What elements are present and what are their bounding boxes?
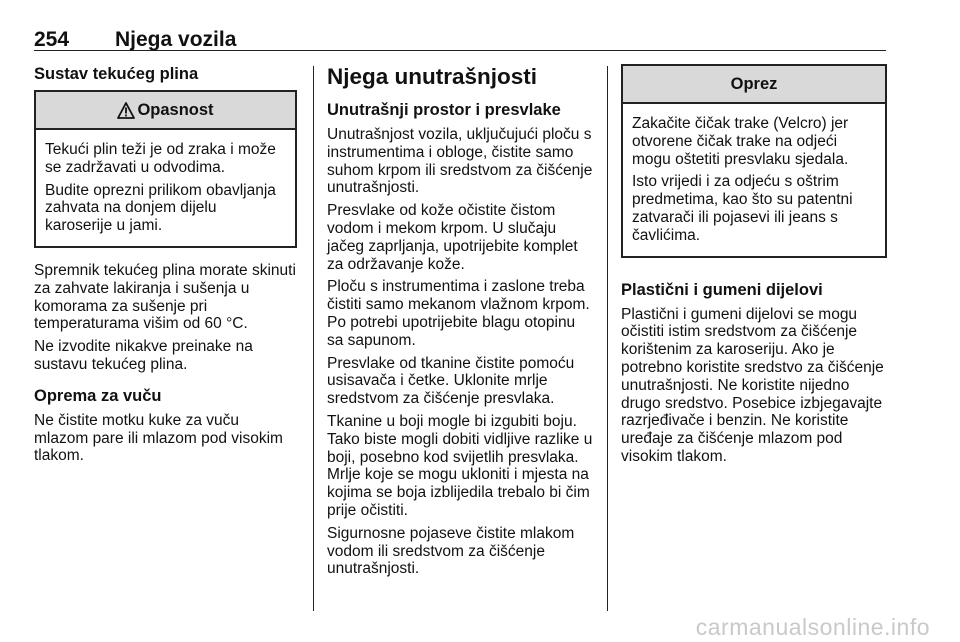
body-paragraph: Tkanine u boji mogle bi izgubiti boju. Tako biste mogli dobiti vidljive razlike u boji, posebno kod svijetlih presvlaka. Mrlje koje se mogu ukloniti i mjesta na kojima se boja izblijedila trebalo bi čim prije očistiti. bbox=[327, 412, 593, 519]
body-paragraph: Ne čistite motku kuke za vuču mlazom pare ili mlazom pod visokim tlakom. bbox=[34, 411, 283, 465]
page-header bbox=[34, 28, 886, 51]
caution-box bbox=[621, 64, 887, 258]
column-divider bbox=[607, 66, 608, 611]
chapter-title: Njega vozila bbox=[115, 28, 237, 51]
column-divider bbox=[313, 66, 314, 611]
section-title-interior-care: Njega unutrašnjosti bbox=[327, 64, 538, 89]
column-2 bbox=[327, 64, 593, 583]
watermark-text: carmanualsonline.info bbox=[695, 614, 930, 640]
danger-paragraph: Budite oprezni prilikom obavljanja zahvata na donjem dijelu karoserije u jami. bbox=[45, 181, 276, 235]
body-paragraph: Unutrašnjost vozila, uključujući ploču s instrumentima i obloge, čistite samo suhom krpom ili sredstvom za čišćenje unutrašnjosti. bbox=[327, 126, 593, 197]
body-paragraph: Ne izvodite nikakve preinake na sustavu tekućeg plina. bbox=[34, 338, 253, 373]
section-heading-plastic-rubber: Plastični i gumeni dijelovi bbox=[621, 280, 823, 299]
danger-box bbox=[34, 90, 297, 248]
page-number: 254 bbox=[34, 28, 70, 51]
body-paragraph: Presvlake od tkanine čistite pomoću usisavača i četke. Uklonite mrlje sredstvom za čišćenje presvlaka. bbox=[327, 354, 575, 408]
danger-box-title: Opasnost bbox=[137, 100, 214, 119]
body-paragraph: Presvlake od kože očistite čistom vodom i mekom krpom. U slučaju jačeg zaprljanja, upotrijebite komplet za održavanje kože. bbox=[327, 202, 578, 273]
section-heading-lpg: Sustav tekućeg plina bbox=[34, 65, 199, 83]
section-heading-towing: Oprema za vuču bbox=[34, 386, 162, 405]
column-3 bbox=[621, 64, 887, 471]
danger-box-header bbox=[36, 92, 295, 130]
subsection-heading-interior: Unutrašnji prostor i presvlake bbox=[327, 101, 561, 119]
caution-box-title: Oprez bbox=[730, 74, 778, 93]
body-paragraph: Ploču s instrumentima i zaslone treba čistiti samo mekanom vlažnom krpom. Po potrebi upotrijebite blagu otopinu sa sapunom. bbox=[327, 278, 590, 349]
caution-paragraph: Isto vrijedi i za odjeću s oštrim predmetima, kao što su patentni zatvarači ili pojasevi ili jeans s čavlićima. bbox=[632, 173, 853, 244]
danger-box-body bbox=[36, 130, 295, 246]
caution-box-body bbox=[623, 104, 885, 256]
danger-paragraph: Tekući plin teži je od zraka i može se zadržavati u odvodima. bbox=[45, 141, 276, 176]
body-paragraph: Sigurnosne pojaseve čistite mlakom vodom ili sredstvom za čišćenje unutrašnjosti. bbox=[327, 524, 575, 578]
body-paragraph: Plastični i gumeni dijelovi se mogu očistiti istim sredstvom za čišćenje korištenim za karoseriju. Ako je potrebno koristite sredstvo za čišćenje unutrašnjosti. Ne koristite nijedno drugo sredstvo. Posebice izbjegavajte razrjeđivače i benzin. Ne koristite uređaje za čišćenje mlazom pod visokim tlakom. bbox=[621, 305, 884, 465]
body-paragraph: Spremnik tekućeg plina morate skinuti za zahvate lakiranja i sušenja u komorama za sušenje pri temperaturama višim od 60 °C. bbox=[34, 261, 296, 333]
column-1 bbox=[34, 64, 297, 470]
warning-triangle-icon bbox=[117, 102, 135, 119]
caution-paragraph: Zakačite čičak trake (Velcro) jer otvorene čičak trake na odjeći mogu oštetiti presvlaku sjedala. bbox=[632, 115, 849, 168]
caution-box-header bbox=[623, 66, 885, 104]
